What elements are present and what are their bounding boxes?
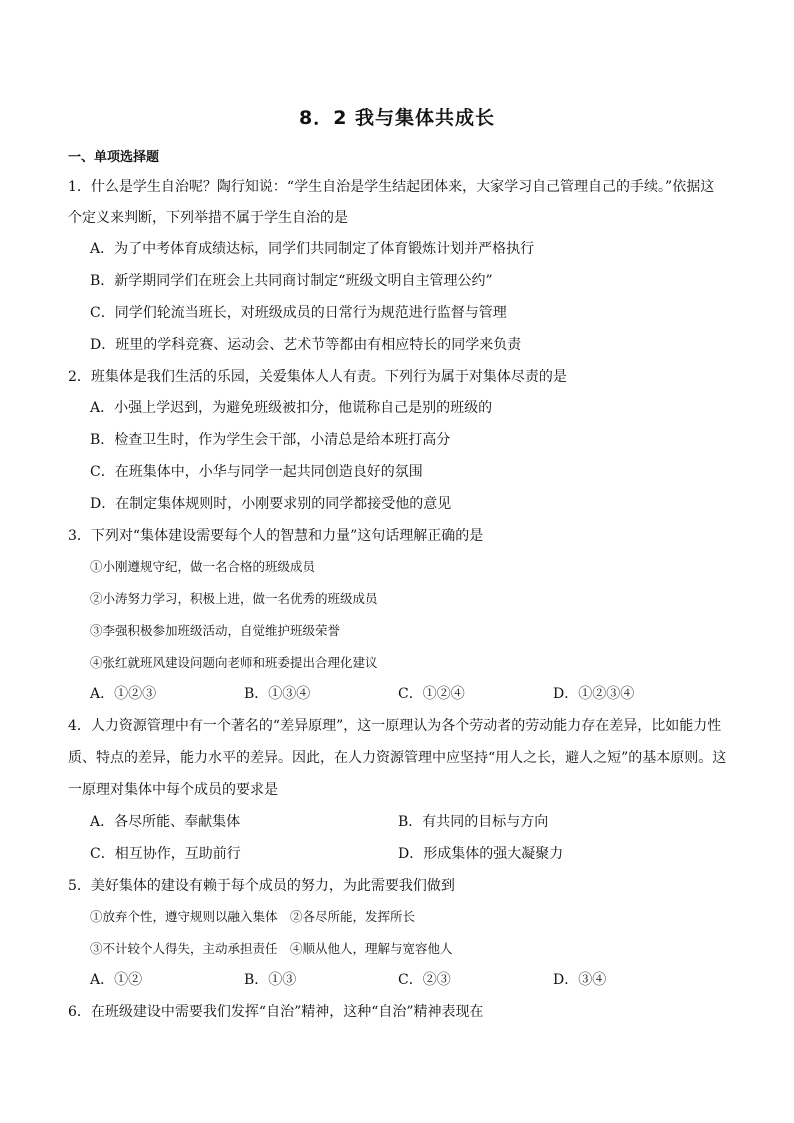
question-3-statement-2: ②小涛努力学习，积极上进，做一名优秀的班级成员 xyxy=(90,591,378,606)
question-1-stem-line-2: 个定义来判断，下列举措不属于学生自治的是 xyxy=(68,210,348,226)
question-1-option-a: A．为了中考体育成绩达标，同学们共同制定了体育锻炼计划并严格执行 xyxy=(90,241,535,257)
question-2-option-c: C．在班集体中，小华与同学一起共同创造良好的氛围 xyxy=(90,464,423,480)
question-4-option-d: D．形成集体的强大凝聚力 xyxy=(398,846,564,862)
question-3-stem-line-1: 3．下列对“集体建设需要每个人的智慧和力量”这句话理解正确的是 xyxy=(68,528,484,544)
question-4-option-c: C．相互协作，互助前行 xyxy=(90,846,241,862)
question-2-stem-line-1: 2．班集体是我们生活的乐园，关爱集体人人有责。下列行为属于对集体尽责的是 xyxy=(68,369,567,385)
question-3-option-a: A．①②③ xyxy=(90,686,157,702)
question-4-stem-line-1: 4．人力资源管理中有一个著名的“差异原理”，这一原理认为各个劳动者的劳动能力存在差异，比如能力性 xyxy=(68,718,722,734)
question-2-option-a: A．小强上学迟到，为避免班级被扣分，他谎称自己是别的班级的 xyxy=(90,400,493,416)
question-3-option-c: C．①②④ xyxy=(398,686,465,702)
question-1-option-c: C．同学们轮流当班长，对班级成员的日常行为规范进行监督与管理 xyxy=(90,305,507,321)
question-5-option-a: A．①② xyxy=(90,972,143,988)
question-3-statement-1: ①小刚遵规守纪，做一名合格的班级成员 xyxy=(90,559,316,574)
question-3-option-d: D．①②③④ xyxy=(553,686,635,702)
question-3-option-b: B．①③④ xyxy=(244,686,311,702)
question-5-option-d: D．③④ xyxy=(553,972,607,988)
question-5-statements-line-2: ③不计较个人得失，主动承担责任 ④顺从他人，理解与宽容他人 xyxy=(90,941,453,956)
question-5-statements-line-1: ①放弃个性，遵守规则以融入集体 ②各尽所能，发挥所长 xyxy=(90,909,416,924)
question-2-option-d: D．在制定集体规则时，小刚要求别的同学都接受他的意见 xyxy=(90,496,452,512)
section-heading: 一、单项选择题 xyxy=(68,150,160,165)
question-4-stem-line-2: 质、特点的差异，能力水平的差异。因此，在人力资源管理中应坚持“用人之长，避人之短”的基本原则。这 xyxy=(68,750,727,766)
question-1-option-b: B．新学期同学们在班会上共同商讨制定“班级文明自主管理公约” xyxy=(90,273,493,289)
question-4-stem-line-3: 一原理对集体中每个成员的要求是 xyxy=(68,782,278,798)
question-5-stem-line-1: 5．美好集体的建设有赖于每个成员的努力，为此需要我们做到 xyxy=(68,878,455,894)
question-5-option-c: C．②③ xyxy=(398,972,451,988)
question-3-statement-3: ③李强积极参加班级活动，自觉维护班级荣誉 xyxy=(90,623,341,638)
question-1-stem-line-1: 1．什么是学生自治呢？陶行知说：“学生自治是学生结起团体来，大家学习自己管理自己的手续。”依据这 xyxy=(68,179,715,195)
question-6-stem-line-1: 6．在班级建设中需要我们发挥“自治”精神，这种“自治”精神表现在 xyxy=(68,1004,484,1020)
question-3-statement-4: ④张红就班风建设问题向老师和班委提出合理化建议 xyxy=(90,655,378,670)
question-4-option-b: B．有共同的目标与方向 xyxy=(398,814,549,830)
question-2-option-b: B．检查卫生时，作为学生会干部，小清总是给本班打高分 xyxy=(90,432,451,448)
question-5-option-b: B．①③ xyxy=(244,972,297,988)
page-title: 8．2 我与集体共成长 xyxy=(298,107,496,129)
question-4-option-a: A．各尽所能、奉献集体 xyxy=(90,814,241,830)
question-1-option-d: D．班里的学科竞赛、运动会、艺术节等都由有相应特长的同学来负责 xyxy=(90,337,522,353)
